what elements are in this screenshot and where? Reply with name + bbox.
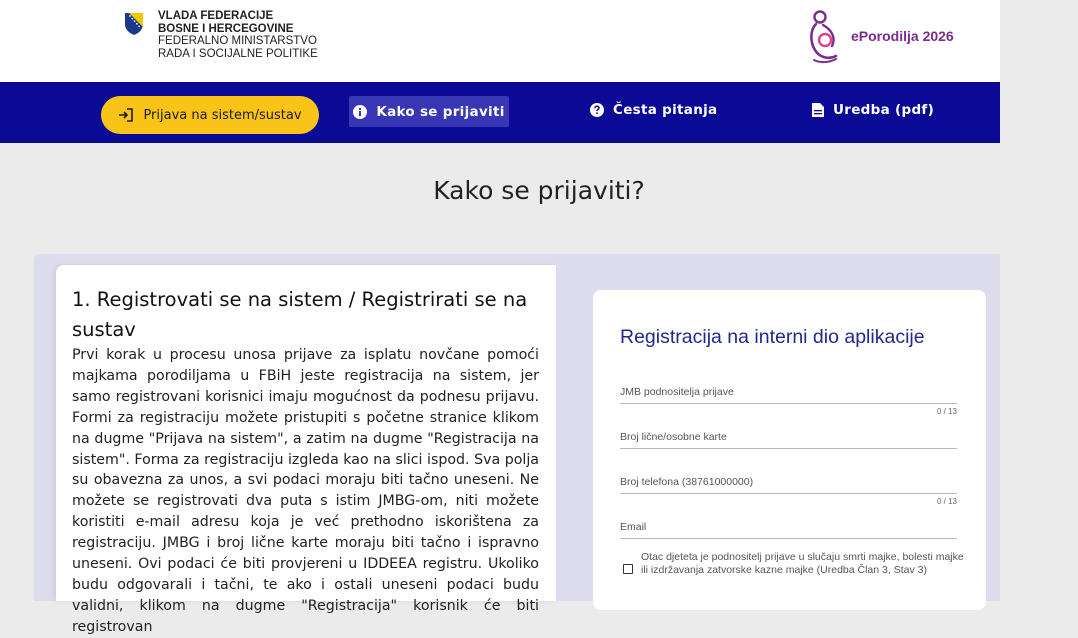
how-to-apply-link[interactable] — [349, 96, 509, 127]
coat-of-arms-icon — [124, 12, 144, 36]
phone-field-label: Broj telefona (38761000000) — [620, 476, 754, 488]
login-button[interactable] — [101, 96, 319, 134]
id-card-field[interactable] — [620, 427, 957, 449]
registration-form-preview — [593, 290, 986, 610]
government-logo[interactable] — [124, 10, 318, 60]
brand-name: ePorodilja 2026 — [851, 28, 954, 44]
step-1-card — [56, 265, 556, 635]
top-header — [0, 0, 1000, 82]
mother-child-icon — [806, 8, 842, 64]
father-applicant-label: Otac djeteta je podnositelj prijave u slučaju smrti majke, bolesti majke ili izdržavanja zatvorske kazne majke (Uredba Član 3, Stav 3) — [641, 551, 964, 576]
eporodilja-logo[interactable] — [806, 8, 954, 64]
step-1-body: Prvi korak u procesu unosa prijave za isplatu novčane pomoći majkama porodiljama u FBiH jeste registracija na sistem, jer samo registrovani korisnici imaju mogućnost da podnesu prijavu. Formi za registraciju možete pristupiti s početne stranice klikom na dugme "Prijava na sistem", a zatim na dugme "Registracija na sistem". Forma za registraciju izgleda kao na slici ispod. Sva polja su obavezna za unos, a svi podaci moraju biti tačno uneseni. Ne možete se registrovati dva puta s istim JMBG-om, niti možete koristiti e-mail adresu koja je već prethodno iskorištena za registraciju. JMBG i broj lične karte moraju biti tačno i ispravno uneseni. Ovi podaci će biti provjereni u IDDEEA registru. Ukoliko budu odgovarali i tačni, te ako i ostali uneseni podaci budu validni, klikom na dugme "Registracija" korisnik će biti registrovan — [72, 347, 539, 635]
gov-line-2: BOSNE I HERCEGOVINE — [158, 22, 294, 35]
id-card-field-label: Broj lične/osobne karte — [620, 431, 727, 443]
government-name — [158, 10, 318, 60]
page-title: Kako se prijaviti? — [433, 176, 645, 205]
faq-label: Česta pitanja — [613, 102, 718, 118]
form-title: Registracija na interni dio aplikacije — [620, 326, 925, 348]
gov-line-1: VLADA FEDERACIJE — [158, 10, 274, 22]
email-field[interactable] — [620, 517, 957, 539]
info-circle-icon — [353, 105, 367, 119]
jmb-field-label: JMB podnositelja prijave — [620, 386, 734, 398]
jmb-field[interactable] — [620, 382, 957, 404]
uredba-label: Uredba (pdf) — [833, 102, 935, 118]
step-1-title: 1. Registrovati se na sistem / Registrirati se na sustav — [72, 288, 528, 341]
file-icon — [812, 103, 824, 117]
gov-line-4: RADA I SOCIJALNE POLITIKE — [158, 47, 318, 60]
phone-field[interactable] — [620, 472, 957, 494]
faq-link[interactable] — [590, 102, 717, 118]
email-field-label: Email — [620, 521, 647, 533]
gov-line-3: FEDERALNO MINISTARSTVO — [158, 35, 317, 47]
main-navigation — [0, 82, 1000, 143]
phone-char-counter: 0 / 13 — [936, 497, 957, 506]
login-button-label: Prijava na sistem/sustav — [143, 107, 302, 123]
father-applicant-checkbox[interactable] — [623, 564, 633, 574]
sign-in-icon — [118, 108, 134, 122]
uredba-pdf-link[interactable] — [812, 102, 934, 118]
jmb-char-counter: 0 / 13 — [936, 407, 957, 416]
how-to-apply-label: Kako se prijaviti — [376, 103, 505, 120]
question-circle-icon — [590, 103, 604, 117]
